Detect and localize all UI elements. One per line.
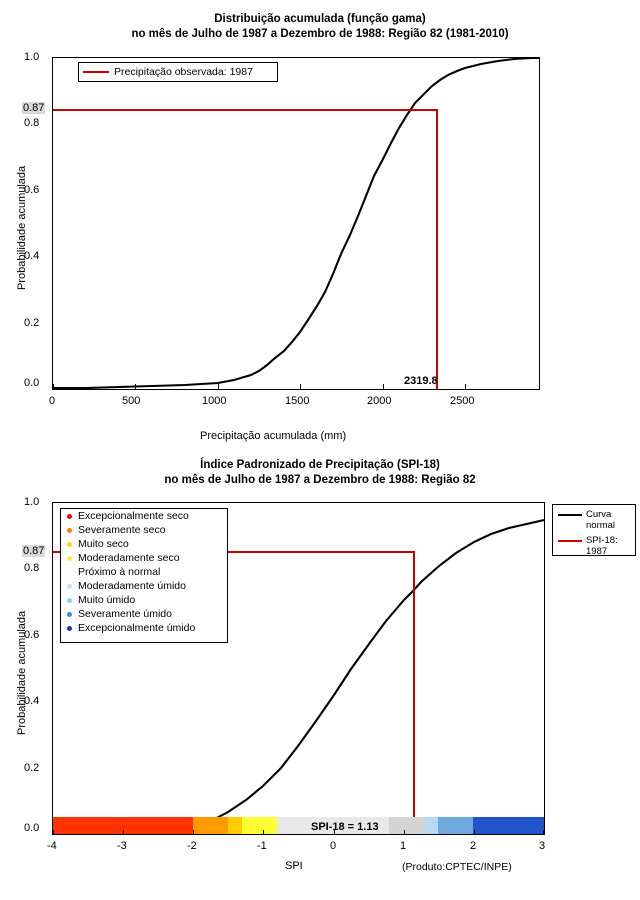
panel2-marker-y-label: 0.87: [23, 545, 45, 557]
panel1-curve: [53, 58, 539, 389]
panel2-xtick-label-4: 0: [330, 840, 337, 852]
panel1-ytick-label-0: 0.0: [24, 377, 40, 389]
panel1-title: [0, 12, 640, 42]
panel1-xtick-label-0: 0: [49, 395, 56, 407]
legend-item-muito-umido: [61, 593, 227, 607]
category-color-icon: [67, 570, 72, 575]
panel2-xtick-7: [543, 830, 544, 835]
curve-legend-item-normal: [556, 509, 632, 531]
spi-band-muito-umido: [424, 817, 438, 834]
legend-item-excepcionalmente-umido: [61, 621, 227, 635]
category-color-icon: [67, 542, 72, 547]
panel-spi: [0, 450, 640, 900]
spi-band-excepcionalmente-umido: [473, 817, 544, 834]
legend-item-proximo-a-normal: [61, 565, 227, 579]
panel1-ytick-label-2: 0.4: [24, 250, 40, 262]
panel1-legend-item: [79, 63, 277, 81]
panel2-xtick-label-7: 3: [539, 840, 546, 852]
legend-item-muito-seco: [61, 537, 227, 551]
legend-label: Excepcionalmente seco: [78, 510, 189, 522]
panel1-xtick-3: [300, 384, 301, 390]
panel2-xtick-5: [404, 830, 405, 835]
legend-label: Moderadamente seco: [78, 552, 180, 564]
line-swatch-icon: [558, 540, 582, 542]
panel2-curve-legend: [552, 504, 636, 556]
panel1-ytick-label-5: 1.0: [24, 51, 40, 63]
curve-legend-item-spi: [556, 535, 632, 557]
legend-label: Excepcionalmente úmido: [78, 622, 196, 634]
panel2-xtick-2: [193, 830, 194, 835]
panel2-reference-vline: [413, 551, 415, 834]
panel1-ytick-label-1: 0.2: [24, 317, 40, 329]
panel1-xtick-1: [135, 384, 136, 390]
category-color-icon: [67, 598, 72, 603]
panel1-ytick-label-3: 0.6: [24, 184, 40, 196]
panel1-xtick-label-1: 500: [122, 395, 141, 407]
panel1-legend-label: Precipitação observada: 1987: [114, 66, 253, 78]
panel2-xtick-label-0: -4: [47, 840, 57, 852]
category-color-icon: [67, 612, 72, 617]
panel2-ytick-label-2: 0.4: [24, 695, 40, 707]
spi-band-moderadamente-umido: [389, 817, 424, 834]
legend-label: Muito seco: [78, 538, 129, 550]
panel1-xtick-5: [465, 384, 466, 390]
panel1-xtick-label-2: 1000: [202, 395, 227, 407]
spi-band-muito-seco: [228, 817, 242, 834]
legend-item-severamente-seco: [61, 523, 227, 537]
spi-band-severamente-seco: [193, 817, 228, 834]
legend-label: Severamente úmido: [78, 608, 172, 620]
panel1-xtick-label-5: 2500: [450, 395, 475, 407]
panel1-xtick-label-4: 2000: [367, 395, 392, 407]
panel2-xtick-label-3: -1: [257, 840, 267, 852]
panel1-marker-x-label: 2319.8: [404, 375, 438, 387]
spi-value-label: SPI-18 = 1.13: [311, 821, 379, 833]
panel2-ytick-label-1: 0.2: [24, 762, 40, 774]
spi-band-moderadamente-seco: [242, 817, 277, 834]
category-color-icon: [67, 626, 72, 631]
panel1-xtick-0: [53, 384, 54, 390]
panel2-title-line2: no mês de Julho de 1987 a Dezembro de 1988: Região 82: [164, 474, 476, 486]
legend-item-severamente-umido: [61, 607, 227, 621]
panel2-ytick-label-4: 0.8: [24, 562, 40, 574]
panel1-xtick-2: [218, 384, 219, 390]
panel2-xtick-1: [123, 830, 124, 835]
panel2-xtick-3: [263, 830, 264, 835]
panel2-yaxis-title: Probabilidade acumulada: [16, 610, 28, 735]
legend-label: Muito úmido: [78, 594, 136, 606]
panel2-xtick-0: [53, 830, 54, 835]
panel2-ytick-label-5: 1.0: [24, 496, 40, 508]
line-swatch-icon: [558, 514, 582, 516]
panel1-marker-y-label: 0.87: [23, 102, 45, 114]
curve-legend-label: Curva normal: [586, 509, 616, 531]
panel2-title-line1: Índice Padronizado de Precipitação (SPI-18): [200, 459, 440, 471]
curve-legend-label: SPI-18: 1987: [586, 535, 618, 557]
legend-item-moderadamente-umido: [61, 579, 227, 593]
panel2-xtick-label-1: -3: [117, 840, 127, 852]
panel1-legend: [78, 62, 278, 82]
panel1-xtick-4: [383, 384, 384, 390]
spi-category-legend: [60, 508, 228, 643]
panel2-xtick-label-5: 1: [400, 840, 407, 852]
panel1-xaxis-title: Precipitação acumulada (mm): [200, 430, 347, 442]
line-swatch-icon: [83, 71, 109, 73]
legend-item-excepcionalmente-seco: [61, 509, 227, 523]
panel1-plot-area: [52, 57, 540, 390]
panel1-ytick-label-4: 0.8: [24, 117, 40, 129]
category-color-icon: [67, 514, 72, 519]
panel1-yaxis-title: Probabilidade acumulada: [16, 165, 28, 290]
legend-label: Moderadamente úmido: [78, 580, 186, 592]
spi-band-severamente-umido: [438, 817, 473, 834]
panel2-xaxis-title: SPI: [285, 860, 303, 872]
panel2-title: [0, 458, 640, 488]
panel2-xtick-label-2: -2: [187, 840, 197, 852]
panel2-ytick-label-0: 0.0: [24, 822, 40, 834]
legend-label: Severamente seco: [78, 524, 166, 536]
spi-category-bar: [53, 817, 544, 834]
panel2-credit: (Produto:CPTEC/INPE): [402, 861, 512, 873]
category-color-icon: [67, 528, 72, 533]
panel1-title-line2: no mês de Julho de 1987 a Dezembro de 1988: Região 82 (1981-2010): [131, 28, 509, 40]
panel1-title-line1: Distribuição acumulada (função gama): [214, 13, 426, 25]
panel2-ytick-label-3: 0.6: [24, 629, 40, 641]
panel1-reference-hline: [53, 109, 436, 111]
panel2-xtick-label-6: 2: [470, 840, 477, 852]
category-color-icon: [67, 556, 72, 561]
panel1-xtick-label-3: 1500: [285, 395, 310, 407]
legend-label: Próximo à normal: [78, 566, 161, 578]
panel1-reference-vline: [436, 109, 438, 389]
panel2-xtick-6: [474, 830, 475, 835]
category-color-icon: [67, 584, 72, 589]
legend-item-moderadamente-seco: [61, 551, 227, 565]
